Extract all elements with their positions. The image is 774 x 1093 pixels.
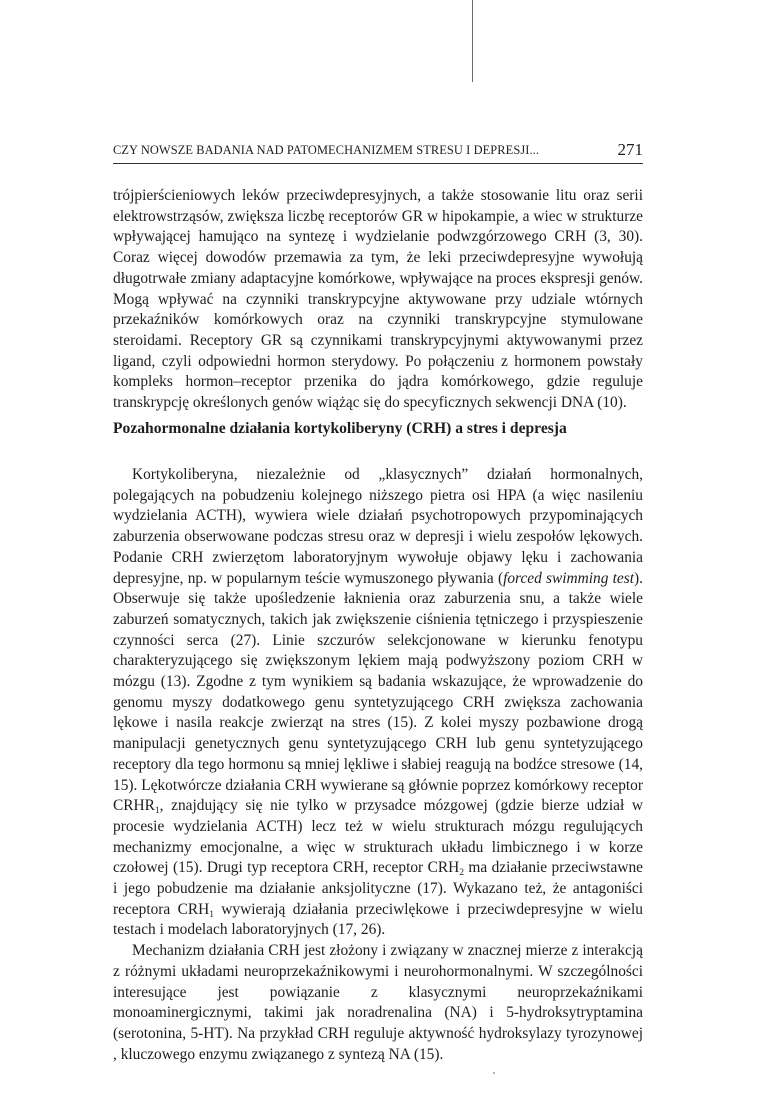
header-rule (113, 163, 643, 164)
running-title: CZY NOWSZE BADANIA NAD PATOMECHANIZMEM STRESU I DEPRESJI... (113, 143, 540, 157)
subscript-r1: 1 (154, 806, 160, 817)
subscript-1: 1 (209, 909, 214, 920)
para2-text-3: , znajdujący się nie tylko w przysadce mózgowej (gdzie bierze udział w procesie wydzielania ACTH) lecz też w wielu strukturach mózgu regulujących mechanizmy emocjonalne, a więc w strukturach układu limbicznego i w korze czołowej (15). Drugi typ receptora CRH, receptor CRH (113, 797, 643, 877)
page-number: 271 (617, 140, 643, 159)
subscript-2: 2 (459, 868, 464, 879)
para2-text-5: wywierają działania przeciwlękowe i przeciwdepresyjne w wielu testach i modelach laboratoryjnych (17, 26). (113, 900, 643, 939)
scan-speck (493, 1072, 495, 1074)
italic-term: forced swimming test (503, 569, 635, 587)
section-heading: Pozahormonalne działania kortykoliberyny (CRH) a stres i depresja (113, 420, 567, 437)
paragraph-crh-mechanism: Mechanizm działania CRH jest złożony i związany w znacznej mierze z interakcją z różnymi układami neuroprzekaźnikowymi i neurohormonalnymi. W szczególności interesujące jest powiązanie z klasycznymi neuroprzekaźnikami monoaminergicznymi, takimi jak noradrenalina (NA) i 5-hydroksytryptamina (serotonina, 5-HT). Na przykład CRH reguluje aktywność hydroksylazy tyrozynowej , kluczowego enzymu związanego z syntezą NA (15). (113, 942, 643, 1063)
page-header (113, 138, 643, 164)
para2-text-2: ). Obserwuje się także upośledzenie łaknienia oraz zaburzenia snu, a także wiele zaburzeń somatycznych, takich jak zwiększenie ciśnienia tętniczego i przyspieszenie czynności serca (27). Linie szczurów selekcjonowane w kierunku fenotypu charakteryzującego się zwiększonym lękiem mają podwyższony poziom CRH w mózgu (13). Zgodne z tym wynikiem są badania wskazujące, że wprowadzenie do genomu myszy dodatkowego genu syntetyzującego CRH zwiększa zachowania lękowe i nasila reakcje zwierząt na stres (15). Z kolei myszy pozbawione drogą manipulacji genetycznych genu syntetyzującego CRH lub genu syntetyzującego receptory dla tego hormonu są mniej lękliwe i słabiej reagują na bodźce stresowe (14, 15). Lękotwórcze działania CRH wywierane są głównie poprzez komórkowy receptor CRHR (113, 569, 643, 815)
para2-text-1: Kortykoliberyna, niezależnie od „klasycznych” działań hormonalnych, polegających na pobudzeniu kolejnego niższego pietra osi HPA (a więc nasileniu wydzielania ACTH), wywiera wiele działań psychotropowych przypominających zaburzenia obserwowane podczas stresu oraz w depresji i wielu zespołów lękowych. Podanie CRH zwierzętom laboratoryjnym wywołuje objawy lęku i zachowania depresyjne, np. w popularnym teście wymuszonego pływania ( (113, 466, 643, 587)
paragraph-crh-effects (113, 465, 643, 941)
intro-section (113, 186, 643, 414)
intro-paragraph: trójpierścieniowych leków przeciwdepresyjnych, a także stosowanie litu oraz serii elektrowstrząsów, zwiększa liczbę receptorów GR w hipokampie, a wiec w strukturze wpływającej hamująco na syntezę i wydzielanie podwzgórzowego CRH (3, 30). Coraz więcej dowodów przemawia za tym, że leki przeciwdepresyjne wywołują długotrwałe zmiany adaptacyjne komórkowe, wpływające na proces ekspresji genów. Mogą wpływać na czynniki transkrypcyjne aktywowane przy udziale wtórnych przekaźników komórkowych oraz na czynniki transkrypcyjne stymulowane steroidami. Receptory GR są czynnikami transkrypcyjnymi aktywowanymi przez ligand, czyli odpowiedni hormon sterydowy. Po połączeniu z hormonem powstały kompleks hormon–receptor przenika do jądra komórkowego, gdzie reguluje transkrypcję określonych genów wiążąc się do specyficznych sekwencji DNA (10). (113, 187, 643, 412)
para2-text-4: ma działanie przeciwstawne i jego pobudzenie ma działanie anksjolityczne (17). Wykazano też, że antagoniści receptora CRH (113, 859, 643, 918)
main-section (113, 465, 643, 1065)
page-fold-line (472, 0, 473, 82)
